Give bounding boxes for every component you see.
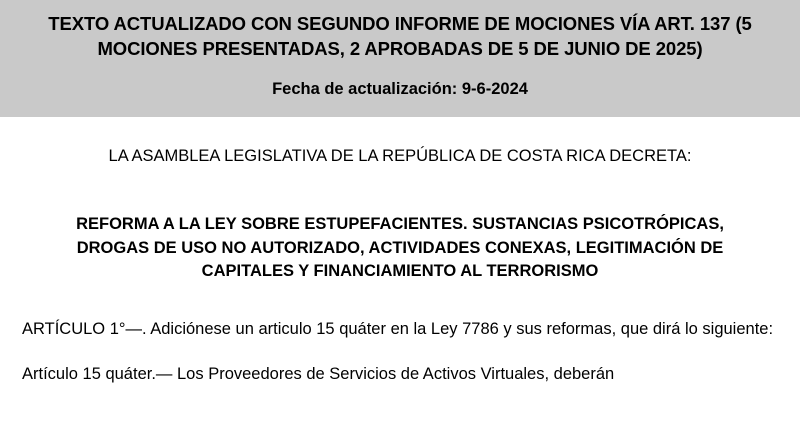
law-title: REFORMA A LA LEY SOBRE ESTUPEFACIENTES. SUSTANCIAS PSICOTRÓPICAS, DROGAS DE USO NO AUTORIZADO, ACTIVIDADES CONEXAS, LEGITIMACIÓN DE CAPITALES Y FINANCIAMIENTO AL TERRORISMO (76, 215, 724, 281)
article-1-paragraph: ARTÍCULO 1°—. Adiciónese un articulo 15 quáter en la Ley 7786 y sus reformas, que dirá lo siguiente: (22, 319, 774, 338)
article-15-quater-paragraph: Artículo 15 quáter.— Los Proveedores de Servicios de Activos Virtuales, deberán (22, 365, 615, 384)
header-banner (0, 0, 800, 117)
document-update-date: Fecha de actualización: 9-6-2024 (272, 80, 528, 99)
document-body (0, 145, 800, 387)
document-header-title: TEXTO ACTUALIZADO CON SEGUNDO INFORME DE MOCIONES VÍA ART. 137 (5 MOCIONES PRESENTADAS, 2 APROBADAS DE 5 DE JUNIO DE 2025) (48, 13, 752, 59)
assembly-heading: LA ASAMBLEA LEGISLATIVA DE LA REPÚBLICA DE COSTA RICA DECRETA: (108, 146, 692, 165)
